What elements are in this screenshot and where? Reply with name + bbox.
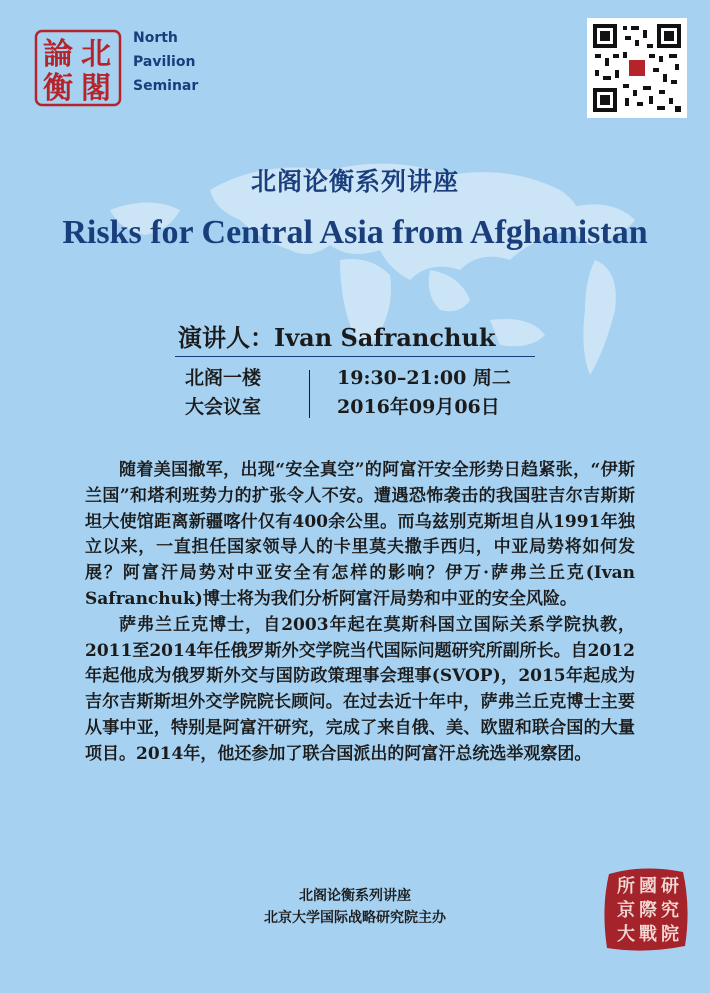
speaker-divider bbox=[175, 356, 535, 357]
logo-line-1: North bbox=[133, 30, 178, 46]
svg-text:大: 大 bbox=[617, 924, 635, 945]
footer-line-2: 北京大学国际战略研究院主办 bbox=[264, 910, 446, 926]
logo-line-2: Pavilion bbox=[133, 54, 196, 70]
svg-text:院: 院 bbox=[661, 924, 679, 945]
svg-text:北: 北 bbox=[81, 37, 111, 72]
logo-wordmark bbox=[133, 26, 198, 98]
time-line-1: 19:30–21:00 周二 bbox=[337, 367, 511, 389]
event-description bbox=[85, 458, 635, 768]
institute-seal-stamp bbox=[599, 862, 691, 954]
date-line: 2016年09月06日 bbox=[337, 396, 500, 418]
footer-line-1: 北阁论衡系列讲座 bbox=[299, 888, 411, 904]
time-block bbox=[337, 364, 511, 422]
svg-text:究: 究 bbox=[661, 900, 679, 921]
svg-text:衡: 衡 bbox=[43, 71, 73, 106]
venue-line-1: 北阁一楼 bbox=[185, 367, 262, 389]
svg-text:閣: 閣 bbox=[81, 71, 111, 106]
venue-time-divider bbox=[309, 370, 310, 418]
svg-text:際: 際 bbox=[639, 900, 657, 921]
description-paragraph-1: 随着美国撤军，出现“安全真空”的阿富汗安全形势日趋紧张，“伊斯兰国”和塔利班势力的扩张令人不安。遭遇恐怖袭击的我国驻吉尔吉斯斯坦大使馆距离新疆喀什仅有400余公里。而乌兹别克斯坦自从1991年独立以来，一直担任国家领导人的卡里莫夫撒手西归，中亚局势将如何发展？阿富汗局势对中亚安全有怎样的影响？伊万·萨弗兰丘克(Ivan Safranchuk)博士将为我们分析阿富汗局势和中亚的安全风险。 bbox=[85, 460, 635, 609]
venue-block bbox=[185, 364, 261, 422]
speaker-line: 演讲人：Ivan Safranchuk bbox=[178, 323, 496, 352]
description-paragraph-2: 萨弗兰丘克博士，自2003年起在莫斯科国立国际关系学院执教，2011至2014年任俄罗斯外交学院当代国际问题研究所副所长。自2012年起他成为俄罗斯外交与国防政策理事会理事(SVOP)，2015年起成为吉尔吉斯斯坦外交学院院长顾问。在过去近十年中，萨弗兰丘克博士主要从事中亚，特别是阿富汗研究，完成了来自俄、美、欧盟和联合国的大量项目。2014年，他还参加了联合国派出的阿富汗总统选举观察团。 bbox=[85, 614, 635, 764]
qr-code-icon[interactable] bbox=[587, 18, 687, 118]
svg-text:戰: 戰 bbox=[639, 924, 657, 945]
svg-text:論: 論 bbox=[43, 37, 73, 72]
svg-text:所: 所 bbox=[617, 876, 635, 897]
venue-line-2: 大会议室 bbox=[185, 396, 262, 418]
north-pavilion-seal-logo bbox=[33, 28, 123, 108]
logo-line-3: Seminar bbox=[133, 78, 199, 94]
series-title: 北阁论衡系列讲座 bbox=[250, 167, 459, 196]
svg-text:國: 國 bbox=[639, 876, 657, 897]
lecture-title: Risks for Central Asia from Afghanistan bbox=[62, 214, 648, 251]
svg-text:研: 研 bbox=[661, 876, 679, 897]
svg-text:京: 京 bbox=[617, 900, 635, 921]
